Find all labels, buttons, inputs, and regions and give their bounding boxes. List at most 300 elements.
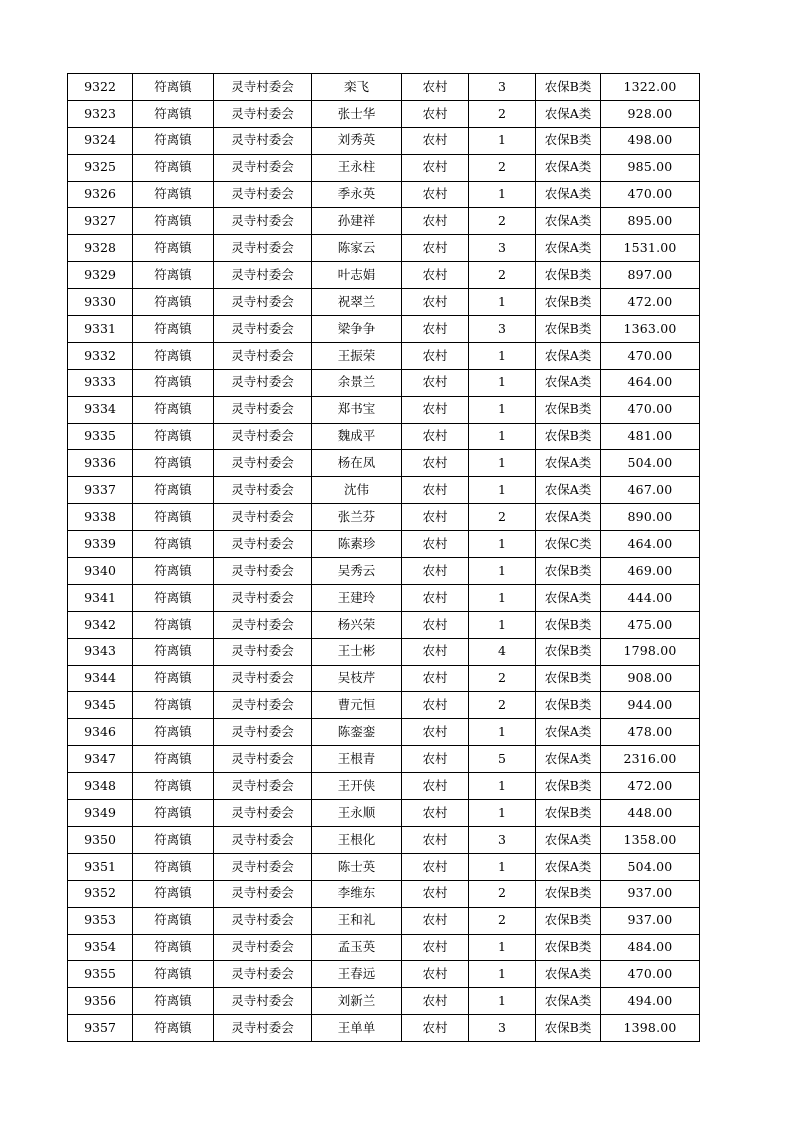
person-name-cell: 王建玲 [312, 584, 402, 611]
insurance-category-cell: 农保B类 [536, 880, 601, 907]
village-committee-cell: 灵寺村委会 [214, 289, 312, 316]
table-row [68, 423, 700, 450]
record-id-cell: 9323 [68, 100, 133, 127]
village-committee-cell: 灵寺村委会 [214, 638, 312, 665]
person-name-cell: 孟玉英 [312, 934, 402, 961]
village-committee-cell: 灵寺村委会 [214, 719, 312, 746]
record-id-cell: 9341 [68, 584, 133, 611]
table-row [68, 477, 700, 504]
record-id-cell: 9330 [68, 289, 133, 316]
amount-cell: 504.00 [601, 450, 700, 477]
table-row [68, 1015, 700, 1042]
area-type-cell: 农村 [402, 907, 469, 934]
town-cell: 符离镇 [133, 100, 214, 127]
insurance-category-cell: 农保A类 [536, 504, 601, 531]
town-cell: 符离镇 [133, 342, 214, 369]
insurance-category-cell: 农保B类 [536, 316, 601, 343]
table-row [68, 719, 700, 746]
village-committee-cell: 灵寺村委会 [214, 961, 312, 988]
person-name-cell: 刘新兰 [312, 988, 402, 1015]
household-count-cell: 3 [469, 235, 536, 262]
record-id-cell: 9344 [68, 665, 133, 692]
household-count-cell: 2 [469, 100, 536, 127]
person-name-cell: 叶志娟 [312, 262, 402, 289]
area-type-cell: 农村 [402, 853, 469, 880]
town-cell: 符离镇 [133, 638, 214, 665]
amount-cell: 504.00 [601, 853, 700, 880]
record-id-cell: 9338 [68, 504, 133, 531]
insurance-category-cell: 农保B类 [536, 74, 601, 101]
table-row [68, 504, 700, 531]
town-cell: 符离镇 [133, 692, 214, 719]
household-count-cell: 1 [469, 450, 536, 477]
area-type-cell: 农村 [402, 235, 469, 262]
table-row [68, 74, 700, 101]
town-cell: 符离镇 [133, 934, 214, 961]
household-count-cell: 1 [469, 719, 536, 746]
town-cell: 符离镇 [133, 181, 214, 208]
insurance-category-cell: 农保A类 [536, 988, 601, 1015]
person-name-cell: 陈士英 [312, 853, 402, 880]
household-count-cell: 1 [469, 477, 536, 504]
household-count-cell: 1 [469, 423, 536, 450]
village-committee-cell: 灵寺村委会 [214, 934, 312, 961]
town-cell: 符离镇 [133, 504, 214, 531]
record-id-cell: 9327 [68, 208, 133, 235]
town-cell: 符离镇 [133, 477, 214, 504]
insurance-category-cell: 农保A类 [536, 369, 601, 396]
table-row [68, 531, 700, 558]
record-id-cell: 9329 [68, 262, 133, 289]
village-committee-cell: 灵寺村委会 [214, 1015, 312, 1042]
insurance-category-cell: 农保B类 [536, 692, 601, 719]
area-type-cell: 农村 [402, 477, 469, 504]
insurance-category-cell: 农保A类 [536, 584, 601, 611]
insurance-category-cell: 农保B类 [536, 934, 601, 961]
amount-cell: 944.00 [601, 692, 700, 719]
area-type-cell: 农村 [402, 1015, 469, 1042]
insurance-category-cell: 农保A类 [536, 342, 601, 369]
table-row [68, 880, 700, 907]
village-committee-cell: 灵寺村委会 [214, 181, 312, 208]
town-cell: 符离镇 [133, 746, 214, 773]
record-id-cell: 9349 [68, 800, 133, 827]
person-name-cell: 余景兰 [312, 369, 402, 396]
record-id-cell: 9340 [68, 558, 133, 585]
record-id-cell: 9343 [68, 638, 133, 665]
table-row [68, 316, 700, 343]
amount-cell: 897.00 [601, 262, 700, 289]
amount-cell: 470.00 [601, 181, 700, 208]
insurance-category-cell: 农保A类 [536, 235, 601, 262]
amount-cell: 472.00 [601, 773, 700, 800]
insurance-category-cell: 农保A类 [536, 853, 601, 880]
insurance-category-cell: 农保A类 [536, 100, 601, 127]
amount-cell: 985.00 [601, 154, 700, 181]
table-row [68, 100, 700, 127]
village-committee-cell: 灵寺村委会 [214, 504, 312, 531]
amount-cell: 498.00 [601, 127, 700, 154]
person-name-cell: 沈伟 [312, 477, 402, 504]
area-type-cell: 农村 [402, 558, 469, 585]
amount-cell: 2316.00 [601, 746, 700, 773]
area-type-cell: 农村 [402, 154, 469, 181]
village-committee-cell: 灵寺村委会 [214, 450, 312, 477]
record-id-cell: 9352 [68, 880, 133, 907]
town-cell: 符离镇 [133, 127, 214, 154]
village-committee-cell: 灵寺村委会 [214, 826, 312, 853]
area-type-cell: 农村 [402, 289, 469, 316]
household-count-cell: 1 [469, 369, 536, 396]
table-row [68, 638, 700, 665]
amount-cell: 908.00 [601, 665, 700, 692]
insurance-category-cell: 农保A类 [536, 719, 601, 746]
town-cell: 符离镇 [133, 423, 214, 450]
area-type-cell: 农村 [402, 74, 469, 101]
amount-cell: 481.00 [601, 423, 700, 450]
record-id-cell: 9348 [68, 773, 133, 800]
town-cell: 符离镇 [133, 665, 214, 692]
amount-cell: 478.00 [601, 719, 700, 746]
insurance-category-cell: 农保A类 [536, 826, 601, 853]
area-type-cell: 农村 [402, 423, 469, 450]
record-id-cell: 9339 [68, 531, 133, 558]
amount-cell: 467.00 [601, 477, 700, 504]
table-row [68, 692, 700, 719]
beneficiary-table [67, 73, 700, 1042]
amount-cell: 470.00 [601, 342, 700, 369]
area-type-cell: 农村 [402, 961, 469, 988]
table-row [68, 262, 700, 289]
area-type-cell: 农村 [402, 826, 469, 853]
household-count-cell: 5 [469, 746, 536, 773]
town-cell: 符离镇 [133, 154, 214, 181]
insurance-category-cell: 农保B类 [536, 665, 601, 692]
record-id-cell: 9351 [68, 853, 133, 880]
person-name-cell: 季永英 [312, 181, 402, 208]
insurance-category-cell: 农保B类 [536, 396, 601, 423]
insurance-category-cell: 农保A类 [536, 450, 601, 477]
record-id-cell: 9353 [68, 907, 133, 934]
area-type-cell: 农村 [402, 611, 469, 638]
household-count-cell: 2 [469, 665, 536, 692]
amount-cell: 470.00 [601, 961, 700, 988]
table-row [68, 853, 700, 880]
person-name-cell: 吴枝芹 [312, 665, 402, 692]
insurance-category-cell: 农保B类 [536, 423, 601, 450]
table-row [68, 961, 700, 988]
village-committee-cell: 灵寺村委会 [214, 692, 312, 719]
record-id-cell: 9347 [68, 746, 133, 773]
record-id-cell: 9345 [68, 692, 133, 719]
household-count-cell: 1 [469, 853, 536, 880]
table-row [68, 235, 700, 262]
town-cell: 符离镇 [133, 558, 214, 585]
table-row [68, 127, 700, 154]
table-row [68, 773, 700, 800]
table-row [68, 665, 700, 692]
village-committee-cell: 灵寺村委会 [214, 396, 312, 423]
insurance-category-cell: 农保A类 [536, 746, 601, 773]
amount-cell: 890.00 [601, 504, 700, 531]
person-name-cell: 王永顺 [312, 800, 402, 827]
person-name-cell: 王开侠 [312, 773, 402, 800]
record-id-cell: 9334 [68, 396, 133, 423]
household-count-cell: 1 [469, 773, 536, 800]
record-id-cell: 9350 [68, 826, 133, 853]
area-type-cell: 农村 [402, 773, 469, 800]
village-committee-cell: 灵寺村委会 [214, 907, 312, 934]
amount-cell: 895.00 [601, 208, 700, 235]
amount-cell: 1322.00 [601, 74, 700, 101]
town-cell: 符离镇 [133, 988, 214, 1015]
table-row [68, 450, 700, 477]
person-name-cell: 王永柱 [312, 154, 402, 181]
amount-cell: 448.00 [601, 800, 700, 827]
person-name-cell: 魏成平 [312, 423, 402, 450]
person-name-cell: 郑书宝 [312, 396, 402, 423]
village-committee-cell: 灵寺村委会 [214, 369, 312, 396]
table-row [68, 369, 700, 396]
area-type-cell: 农村 [402, 638, 469, 665]
person-name-cell: 王根青 [312, 746, 402, 773]
town-cell: 符离镇 [133, 584, 214, 611]
household-count-cell: 2 [469, 692, 536, 719]
amount-cell: 494.00 [601, 988, 700, 1015]
household-count-cell: 1 [469, 127, 536, 154]
household-count-cell: 2 [469, 262, 536, 289]
record-id-cell: 9328 [68, 235, 133, 262]
village-committee-cell: 灵寺村委会 [214, 531, 312, 558]
village-committee-cell: 灵寺村委会 [214, 800, 312, 827]
area-type-cell: 农村 [402, 746, 469, 773]
town-cell: 符离镇 [133, 800, 214, 827]
record-id-cell: 9336 [68, 450, 133, 477]
table-row [68, 800, 700, 827]
record-id-cell: 9324 [68, 127, 133, 154]
insurance-category-cell: 农保A类 [536, 477, 601, 504]
village-committee-cell: 灵寺村委会 [214, 988, 312, 1015]
person-name-cell: 李维东 [312, 880, 402, 907]
table-row [68, 907, 700, 934]
record-id-cell: 9346 [68, 719, 133, 746]
household-count-cell: 4 [469, 638, 536, 665]
person-name-cell: 王振荣 [312, 342, 402, 369]
table-row [68, 342, 700, 369]
household-count-cell: 1 [469, 289, 536, 316]
village-committee-cell: 灵寺村委会 [214, 853, 312, 880]
village-committee-cell: 灵寺村委会 [214, 154, 312, 181]
insurance-category-cell: 农保B类 [536, 773, 601, 800]
table-row [68, 154, 700, 181]
town-cell: 符离镇 [133, 1015, 214, 1042]
record-id-cell: 9357 [68, 1015, 133, 1042]
household-count-cell: 1 [469, 961, 536, 988]
town-cell: 符离镇 [133, 880, 214, 907]
village-committee-cell: 灵寺村委会 [214, 746, 312, 773]
area-type-cell: 农村 [402, 342, 469, 369]
person-name-cell: 梁争争 [312, 316, 402, 343]
insurance-category-cell: 农保C类 [536, 531, 601, 558]
table-row [68, 746, 700, 773]
insurance-category-cell: 农保B类 [536, 638, 601, 665]
town-cell: 符离镇 [133, 396, 214, 423]
village-committee-cell: 灵寺村委会 [214, 342, 312, 369]
household-count-cell: 1 [469, 988, 536, 1015]
town-cell: 符离镇 [133, 853, 214, 880]
table-row [68, 988, 700, 1015]
person-name-cell: 陈銮銮 [312, 719, 402, 746]
record-id-cell: 9332 [68, 342, 133, 369]
amount-cell: 469.00 [601, 558, 700, 585]
person-name-cell: 孙建祥 [312, 208, 402, 235]
village-committee-cell: 灵寺村委会 [214, 235, 312, 262]
person-name-cell: 刘秀英 [312, 127, 402, 154]
town-cell: 符离镇 [133, 907, 214, 934]
table-row [68, 611, 700, 638]
village-committee-cell: 灵寺村委会 [214, 665, 312, 692]
person-name-cell: 陈素珍 [312, 531, 402, 558]
amount-cell: 937.00 [601, 880, 700, 907]
person-name-cell: 曹元恒 [312, 692, 402, 719]
household-count-cell: 1 [469, 558, 536, 585]
area-type-cell: 农村 [402, 208, 469, 235]
town-cell: 符离镇 [133, 369, 214, 396]
record-id-cell: 9354 [68, 934, 133, 961]
area-type-cell: 农村 [402, 665, 469, 692]
household-count-cell: 3 [469, 316, 536, 343]
town-cell: 符离镇 [133, 289, 214, 316]
town-cell: 符离镇 [133, 611, 214, 638]
person-name-cell: 王根化 [312, 826, 402, 853]
person-name-cell: 张兰芬 [312, 504, 402, 531]
record-id-cell: 9337 [68, 477, 133, 504]
insurance-category-cell: 农保B类 [536, 800, 601, 827]
household-count-cell: 2 [469, 154, 536, 181]
town-cell: 符离镇 [133, 262, 214, 289]
insurance-category-cell: 农保A类 [536, 961, 601, 988]
amount-cell: 484.00 [601, 934, 700, 961]
person-name-cell: 王和礼 [312, 907, 402, 934]
table-row [68, 826, 700, 853]
area-type-cell: 农村 [402, 316, 469, 343]
household-count-cell: 1 [469, 611, 536, 638]
household-count-cell: 1 [469, 531, 536, 558]
town-cell: 符离镇 [133, 316, 214, 343]
record-id-cell: 9325 [68, 154, 133, 181]
village-committee-cell: 灵寺村委会 [214, 316, 312, 343]
insurance-category-cell: 农保B类 [536, 262, 601, 289]
household-count-cell: 2 [469, 504, 536, 531]
village-committee-cell: 灵寺村委会 [214, 558, 312, 585]
amount-cell: 470.00 [601, 396, 700, 423]
area-type-cell: 农村 [402, 988, 469, 1015]
village-committee-cell: 灵寺村委会 [214, 880, 312, 907]
area-type-cell: 农村 [402, 181, 469, 208]
person-name-cell: 栾飞 [312, 74, 402, 101]
household-count-cell: 1 [469, 342, 536, 369]
village-committee-cell: 灵寺村委会 [214, 773, 312, 800]
amount-cell: 928.00 [601, 100, 700, 127]
amount-cell: 937.00 [601, 907, 700, 934]
household-count-cell: 2 [469, 907, 536, 934]
record-id-cell: 9333 [68, 369, 133, 396]
insurance-category-cell: 农保B类 [536, 1015, 601, 1042]
household-count-cell: 1 [469, 584, 536, 611]
record-id-cell: 9342 [68, 611, 133, 638]
table-row [68, 396, 700, 423]
village-committee-cell: 灵寺村委会 [214, 423, 312, 450]
amount-cell: 464.00 [601, 531, 700, 558]
insurance-category-cell: 农保B类 [536, 127, 601, 154]
table-row [68, 208, 700, 235]
village-committee-cell: 灵寺村委会 [214, 127, 312, 154]
person-name-cell: 陈家云 [312, 235, 402, 262]
person-name-cell: 张士华 [312, 100, 402, 127]
amount-cell: 1398.00 [601, 1015, 700, 1042]
village-committee-cell: 灵寺村委会 [214, 208, 312, 235]
area-type-cell: 农村 [402, 880, 469, 907]
town-cell: 符离镇 [133, 74, 214, 101]
town-cell: 符离镇 [133, 450, 214, 477]
person-name-cell: 杨兴荣 [312, 611, 402, 638]
table-row [68, 584, 700, 611]
amount-cell: 1363.00 [601, 316, 700, 343]
insurance-category-cell: 农保A类 [536, 154, 601, 181]
area-type-cell: 农村 [402, 531, 469, 558]
table-row [68, 289, 700, 316]
amount-cell: 475.00 [601, 611, 700, 638]
town-cell: 符离镇 [133, 208, 214, 235]
household-count-cell: 2 [469, 880, 536, 907]
record-id-cell: 9331 [68, 316, 133, 343]
area-type-cell: 农村 [402, 127, 469, 154]
area-type-cell: 农村 [402, 262, 469, 289]
area-type-cell: 农村 [402, 692, 469, 719]
household-count-cell: 2 [469, 208, 536, 235]
household-count-cell: 3 [469, 74, 536, 101]
amount-cell: 1531.00 [601, 235, 700, 262]
household-count-cell: 1 [469, 181, 536, 208]
village-committee-cell: 灵寺村委会 [214, 611, 312, 638]
town-cell: 符离镇 [133, 773, 214, 800]
area-type-cell: 农村 [402, 450, 469, 477]
record-id-cell: 9335 [68, 423, 133, 450]
insurance-category-cell: 农保B类 [536, 907, 601, 934]
amount-cell: 444.00 [601, 584, 700, 611]
document-page [67, 73, 699, 1042]
village-committee-cell: 灵寺村委会 [214, 584, 312, 611]
area-type-cell: 农村 [402, 719, 469, 746]
record-id-cell: 9356 [68, 988, 133, 1015]
amount-cell: 1798.00 [601, 638, 700, 665]
area-type-cell: 农村 [402, 934, 469, 961]
insurance-category-cell: 农保B类 [536, 289, 601, 316]
insurance-category-cell: 农保A类 [536, 208, 601, 235]
household-count-cell: 1 [469, 934, 536, 961]
person-name-cell: 吴秀云 [312, 558, 402, 585]
village-committee-cell: 灵寺村委会 [214, 477, 312, 504]
household-count-cell: 3 [469, 826, 536, 853]
insurance-category-cell: 农保A类 [536, 181, 601, 208]
table-row [68, 934, 700, 961]
record-id-cell: 9326 [68, 181, 133, 208]
town-cell: 符离镇 [133, 719, 214, 746]
person-name-cell: 杨在凤 [312, 450, 402, 477]
area-type-cell: 农村 [402, 800, 469, 827]
area-type-cell: 农村 [402, 369, 469, 396]
village-committee-cell: 灵寺村委会 [214, 262, 312, 289]
